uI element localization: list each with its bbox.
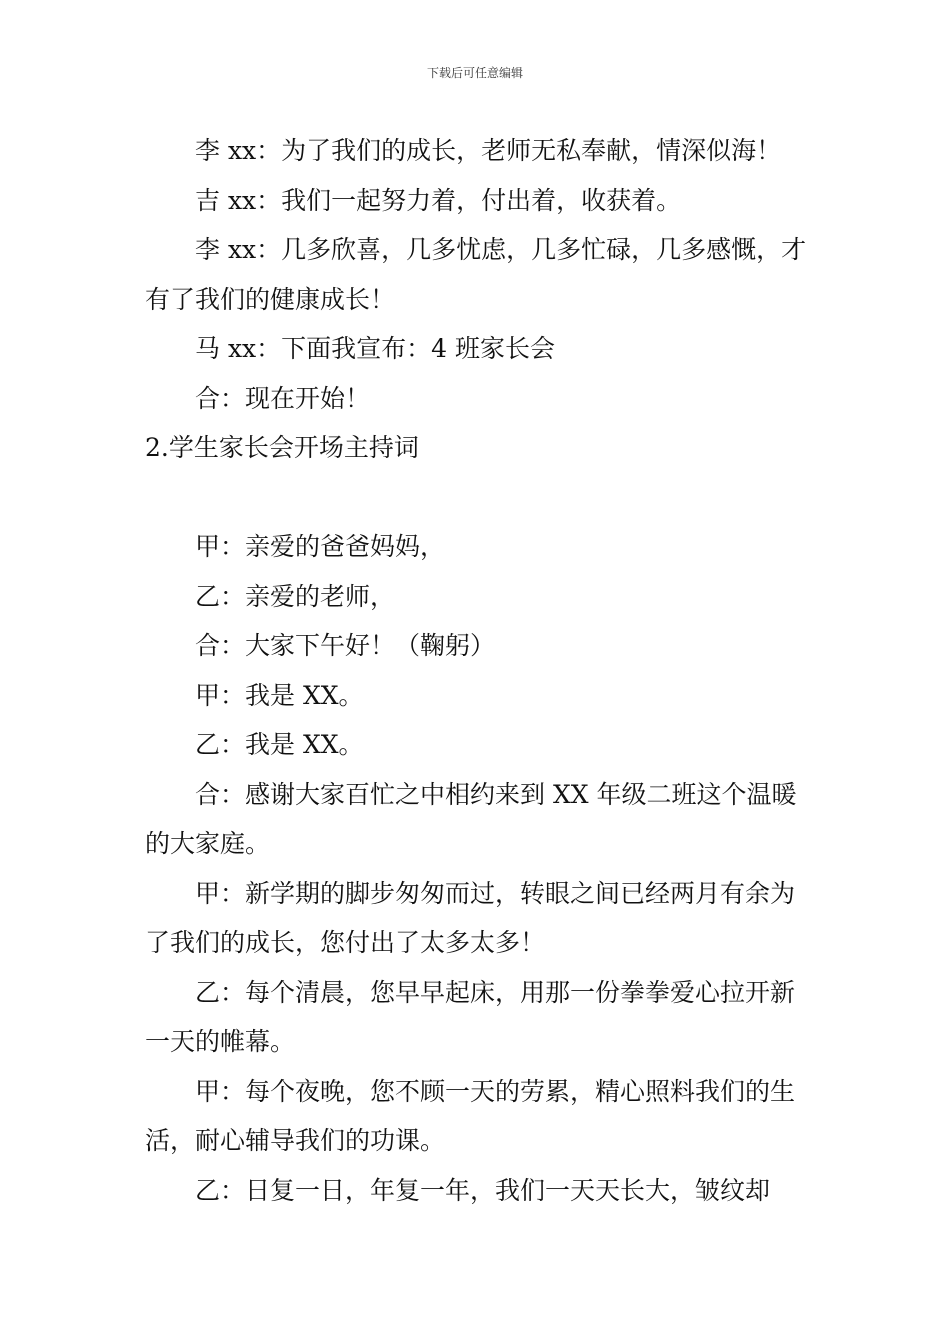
section-heading: 2.学生家长会开场主持词 bbox=[145, 433, 419, 462]
document-body bbox=[145, 126, 807, 1215]
paragraph: 李 xx：为了我们的成长，老师无私奉献，情深似海！ bbox=[195, 136, 782, 165]
paragraph: 乙：日复一日，年复一年，我们一天天长大，皱纹却 bbox=[195, 1175, 771, 1205]
paragraph: 乙：亲爱的老师， bbox=[195, 581, 396, 611]
paragraph: 甲：亲爱的爸爸妈妈， bbox=[195, 532, 446, 561]
page-header: 下载后可任意编辑 bbox=[426, 66, 523, 80]
paragraph: 合：感谢大家百忙之中相约来到 XX 年级二班这个温暖的大家庭。 bbox=[145, 779, 797, 858]
paragraph: 甲：我是 XX。 bbox=[195, 680, 364, 710]
paragraph: 马 xx：下面我宣布：4 班家长会 bbox=[195, 334, 555, 363]
paragraph: 合：大家下午好！（鞠躬） bbox=[195, 631, 496, 660]
paragraph: 甲：每个夜晚，您不顾一天的劳累，精心照料我们的生活，耐心辅导我们的功课。 bbox=[145, 1076, 796, 1155]
paragraph: 乙：我是 XX。 bbox=[195, 730, 364, 759]
paragraph: 李 xx：几多欣喜，几多忧虑，几多忙碌，几多感慨，才有了我们的健康成长！ bbox=[145, 235, 807, 314]
paragraph: 合：现在开始！ bbox=[195, 383, 371, 413]
paragraph: 吉 xx：我们一起努力着，付出着，收获着。 bbox=[195, 185, 682, 215]
blank-line bbox=[145, 473, 807, 523]
paragraph: 甲：新学期的脚步匆匆而过，转眼之间已经两月有余为了我们的成长，您付出了太多太多！ bbox=[145, 878, 796, 957]
paragraph: 乙：每个清晨，您早早起床，用那一份拳拳爱心拉开新一天的帷幕。 bbox=[145, 977, 796, 1056]
